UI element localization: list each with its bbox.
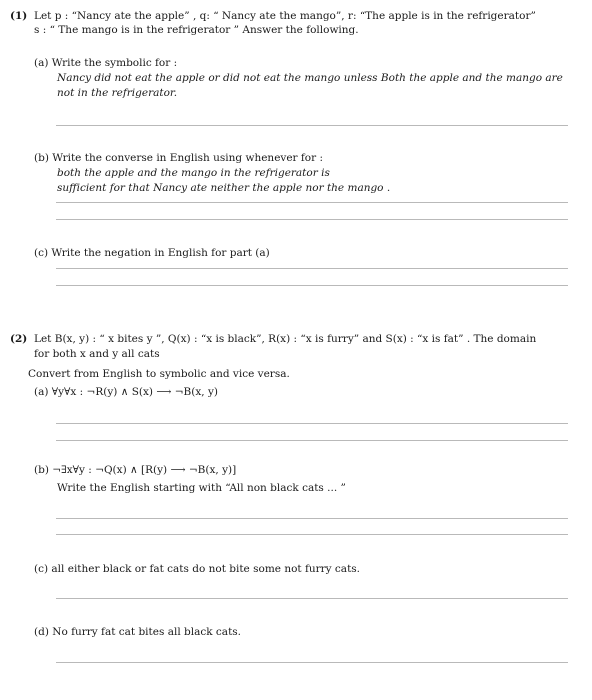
question-2-number: (2)	[10, 333, 28, 345]
question-1a-statement-line-1: Nancy did not eat the apple or did not eat the mango unless Both the apple and the mango are	[57, 72, 563, 84]
answer-line[interactable]	[56, 534, 568, 535]
question-2a-prompt: (a) ∀y∀x : ¬R(y) ∧ S(x) ⟶ ¬B(x, y)	[34, 386, 218, 398]
answer-line[interactable]	[56, 598, 568, 599]
question-2-intro-line-1: Let B(x, y) : “ x bites y ”, Q(x) : “x is black”, R(x) : “x is furry” and S(x) : “x is fat” . The domain	[34, 333, 537, 345]
question-2d-prompt: (d) No furry fat cat bites all black cats.	[34, 626, 242, 638]
question-1a-statement-line-2: not in the refrigerator.	[57, 87, 178, 99]
question-1b-statement-line-2: sufficient for that Nancy ate neither the apple nor the mango .	[57, 182, 391, 194]
question-2c-prompt: (c) all either black or fat cats do not bite some not furry cats.	[34, 563, 361, 575]
question-1b-prompt: (b) Write the converse in English using whenever for :	[34, 152, 324, 164]
answer-line[interactable]	[56, 518, 568, 519]
question-1c-prompt: (c) Write the negation in English for part (a)	[34, 247, 270, 259]
question-2-instruction: Convert from English to symbolic and vice versa.	[28, 368, 290, 380]
question-1-intro-line-1: Let p : “Nancy ate the apple” , q: “ Nancy ate the mango”, r: “The apple is in the refrigerator”	[34, 10, 536, 22]
answer-line[interactable]	[56, 219, 568, 220]
question-2-intro-line-2: for both x and y all cats	[34, 348, 160, 360]
question-2b-instruction: Write the English starting with “All non black cats ... ”	[57, 482, 346, 494]
question-1a-prompt: (a) Write the symbolic for :	[34, 57, 178, 69]
answer-line[interactable]	[56, 268, 568, 269]
answer-line[interactable]	[56, 423, 568, 424]
question-1-number: (1)	[10, 10, 28, 22]
answer-line[interactable]	[56, 285, 568, 286]
question-2b-prompt: (b) ¬∃x∀y : ¬Q(x) ∧ [R(y) ⟶ ¬B(x, y)]	[34, 464, 237, 476]
answer-line[interactable]	[56, 662, 568, 663]
answer-line[interactable]	[56, 440, 568, 441]
answer-line[interactable]	[56, 125, 568, 126]
question-1-intro-line-2: s : “ The mango is in the refrigerator ” Answer the following.	[34, 24, 359, 36]
question-1b-statement-line-1: both the apple and the mango in the refrigerator is	[57, 167, 330, 179]
answer-line[interactable]	[56, 202, 568, 203]
